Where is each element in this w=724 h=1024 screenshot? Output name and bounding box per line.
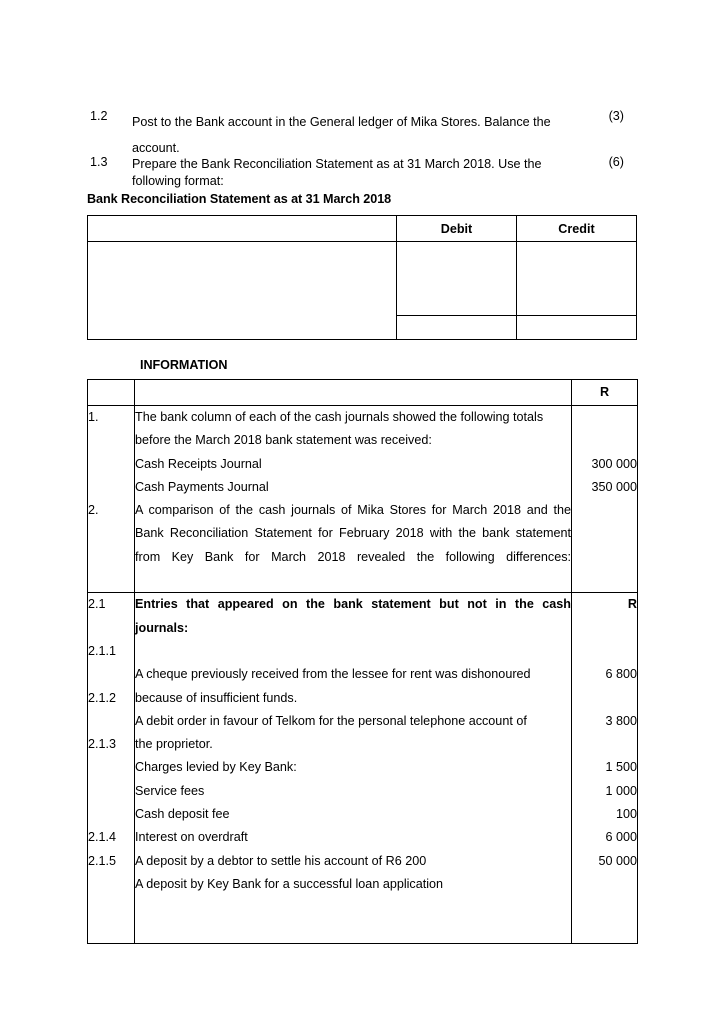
row-numbers-1-2 [88,406,135,593]
spacer [135,896,571,919]
bank-reconciliation-table [87,215,637,340]
info-header-no [88,380,135,406]
spacer [572,617,637,640]
row-amount: 6 000 [605,830,637,845]
spacer [88,453,134,476]
question-1-3-number: 1.3 [90,155,108,169]
brs-column-description [88,216,397,242]
brs-description-cell[interactable] [88,242,397,340]
spacer [572,429,637,452]
row-number: 2. [88,503,99,518]
spacer [88,803,134,826]
row-line: A cheque previously received from the lessee for rent was dishonoured [135,667,531,682]
spacer [88,756,134,779]
row-line: A deposit by Key Bank for a successful loan application [135,876,444,891]
info-header-rand: R [572,380,638,406]
spacer [88,476,134,499]
row-line: Cash Receipts Journal [135,456,262,471]
table-row [88,242,637,316]
spacer [88,617,134,640]
row-amount: 50 000 [598,853,637,868]
row-line: Service fees [135,783,205,798]
question-1-2-marks: (3) [608,109,624,123]
row-paragraph: Entries that appeared on the bank statement but not in the cash journals: [135,597,571,635]
row-line: Interest on overdraft [135,830,248,845]
row-numbers-2-1-block [88,593,135,943]
brs-debit-total-cell[interactable] [397,316,517,340]
spacer [88,780,134,803]
row-amounts-1-2 [572,406,638,593]
row-amount: 3 800 [605,713,637,728]
row-number: 2.1.2 [88,690,117,705]
spacer [572,406,637,429]
row-line: A deposit by a debtor to settle his account of R6 200 [135,853,427,868]
table-row [88,593,638,943]
row-line: Cash deposit fee [135,807,230,822]
brs-credit-cell[interactable] [517,242,637,316]
question-1-3-marks: (6) [608,155,624,169]
row-amount: 1 000 [605,783,637,798]
bank-reconciliation-heading: Bank Reconciliation Statement as at 31 March 2018 [87,192,392,206]
table-header-row [88,380,638,406]
row-line: Charges levied by Key Bank: [135,760,297,775]
information-heading: INFORMATION [140,358,228,372]
row-paragraph: A comparison of the cash journals of Mika Stores for March 2018 and the Bank Reconciliation Statement for February 2018 with the bank statement from Key Bank for March 2018 revealed the following differences: [135,503,571,564]
row-number: 1. [88,410,99,424]
row-line: the proprietor. [135,737,213,752]
row-amount: 1 500 [605,760,637,775]
information-table [87,379,638,944]
info-header-text [135,380,572,406]
brs-credit-total-cell[interactable] [517,316,637,340]
row-number: 2.1.4 [88,830,117,845]
table-header-row [88,216,637,242]
spacer [572,687,637,710]
row-line: before the March 2018 bank statement was received: [135,433,432,448]
spacer [572,733,637,756]
row-amount: 100 [615,807,637,822]
brs-column-credit: Credit [517,216,637,242]
row-amount: 350 000 [591,479,637,494]
row-number: 2.1 [88,597,106,612]
spacer [572,640,637,663]
row-text-2-1-block [135,593,572,943]
row-amounts-2-1-block [572,593,638,943]
row-amount: 6 800 [605,667,637,682]
question-1-2-text: Post to the Bank account in the General ledger of Mika Stores. Balance the account. [132,115,551,155]
row-number: 2.1.1 [88,643,117,658]
question-1-2 [90,110,624,162]
row-line: because of insufficient funds. [135,690,298,705]
row-number: 2.1.5 [88,853,117,868]
row-line: A debit order in favour of Telkom for the personal telephone account of [135,713,527,728]
brs-column-debit: Debit [397,216,517,242]
row-line: Cash Payments Journal [135,479,269,494]
row-text-1-2 [135,406,572,593]
row-number: 2.1.3 [88,737,117,752]
row-amount: 300 000 [591,456,637,471]
table-row [88,406,638,593]
spacer [88,663,134,686]
row-line: The bank column of each of the cash journals showed the following totals [135,410,544,424]
spacer [88,710,134,733]
spacer [88,429,134,452]
question-1-3 [90,156,624,189]
row-amount-rand: R [627,597,637,612]
spacer [135,920,571,943]
question-1-3-text: Prepare the Bank Reconciliation Statement as at 31 March 2018. Use the following format: [132,157,542,188]
question-1-2-number: 1.2 [90,109,108,123]
brs-debit-cell[interactable] [397,242,517,316]
